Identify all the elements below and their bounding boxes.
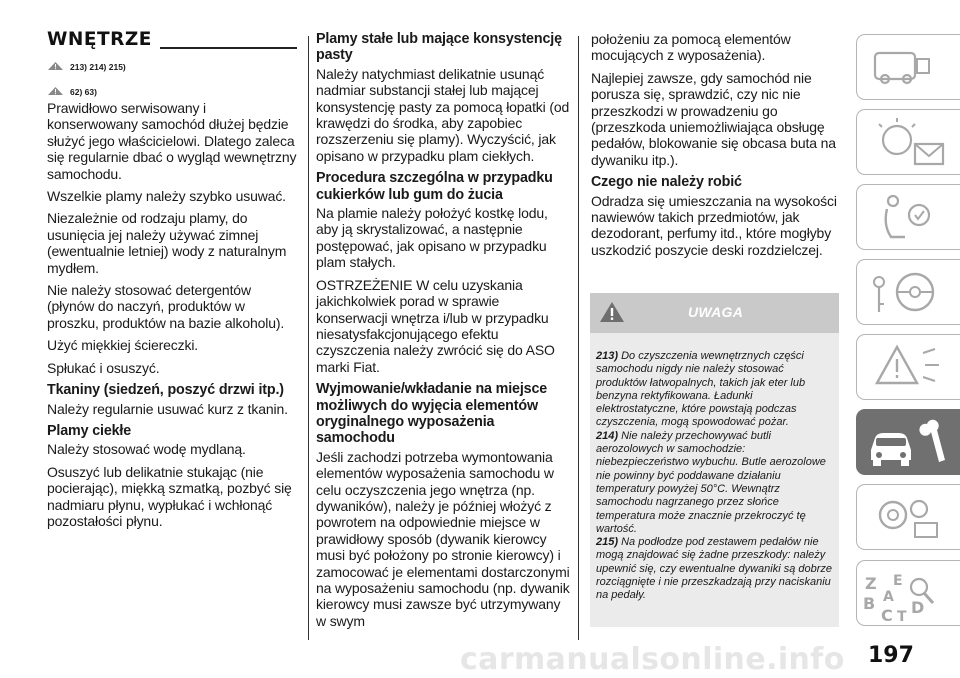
svg-text:T: T [897,609,907,625]
dashboard-lights-icon [857,110,957,174]
chapter-tab[interactable] [856,34,960,100]
page-number: 197 [868,643,914,668]
column-divider [578,36,579,640]
warning-triangle-icon [47,61,64,73]
paragraph: Należy natychmiast delikatnie usunąć nadmiar substancji stałej lub mającej konsystencję pasty za pomocą łopatki (od krawędzi do środka, aby zapobiec rozszerzeniu się plamy). Wyczyścić, jak opisano w przypadku plam ciekłych. [316,65,570,164]
svg-text:Z: Z [865,574,877,593]
chapter-tab[interactable] [856,560,960,626]
warning-item-text: Na podłodze pod zestawem pedałów nie mogą znajdować się żadne przeszkody: należy upewnić się, czy ewentualne dywaniki są dobrze rozciągnięte i nie przeszkadzają przy naciskaniu na pedały. [596,536,833,602]
watermark: carmanualsonline.info [460,642,845,677]
warning-item-number: 215) [596,536,619,549]
column-divider [308,36,309,640]
section-title: WNĘTRZE [47,29,152,50]
svg-text:D: D [911,598,925,617]
chapter-tab[interactable] [856,484,960,550]
column-1 [47,100,297,535]
svg-text:E: E [893,573,903,589]
warning-triangle-icon [599,300,625,329]
warning-item [596,536,833,602]
warning-box-header [590,293,839,333]
warning-item-text: Nie należy przechowywać butli aerozolowych w samochodzie: niebezpieczeństwo wybuchu. Butle aerozolowe nie powinny być poddawane działaniu temperatury powyżej 50°C. Wewnątrz samochodu nagrzanego przez słońce temperatura może znacznie przekroczyć tę wartość. [596,429,826,535]
warning-box-body [590,333,839,627]
svg-text:C: C [881,606,893,625]
notice-triangle-icon [47,86,64,98]
warning-ref-row [47,61,126,73]
paragraph: Należy regularnie usuwać kurz z tkanin. [47,400,288,417]
alphabet-index-icon [857,561,957,625]
technical-data-icon [857,485,957,549]
chapter-tab[interactable] [856,184,960,250]
warning-label: UWAGA [688,304,744,320]
warning-item-number: 213) [596,350,619,362]
subheading: Plamy ciekłe [47,422,132,439]
svg-text:B: B [863,594,876,613]
warning-emergency-icon [857,335,957,399]
paragraph: Użyć miękkiej ściereczki. [47,337,199,354]
title-rule [160,47,297,49]
chapter-tab[interactable] [856,334,960,400]
paragraph: położeniu za pomocą elementów mocujących z wyposażenia). [591,31,791,64]
steering-wheel-key-icon [857,260,957,324]
warning-item [596,430,833,536]
paragraph: Prawidłowo serwisowany i konserwowany samochód dłużej będzie służyć jego właścicielowi. Dlatego zaleca się regularnie dbać o wygląd wewnętrzny samochodu. [47,100,297,182]
paragraph: Należy stosować wodę mydlaną. [47,441,246,458]
subheading: Procedura szczególna w przypadku cukierków lub gum do żucia [316,170,553,203]
chapter-tab[interactable] [856,109,960,175]
subheading: Tkaniny (siedzeń, poszyć drzwi itp.) [47,382,284,399]
car-info-icon [857,35,957,99]
paragraph: Najlepiej zawsze, gdy samochód nie porusza się, sprawdzić, czy nic nie przeszkodzi w prowadzeniu go (przeszkoda uniemożliwiająca obsługę pedałów, blokowanie się obcasa buta na dywaniku itp.). [591,69,836,168]
subheading: Czego nie należy robić [591,174,742,191]
paragraph: Na plamie należy położyć kostkę lodu, aby ją skrystalizować, a następnie postępować, jak opisano w przypadku plam stałych. [316,205,548,271]
column-3 [591,31,841,264]
subheading: Wyjmowanie/wkładanie na miejsce możliwych do wyjęcia elementów oryginalnego wyposażenia samochodu [316,381,548,447]
paragraph: OSTRZEŻENIE W celu uzyskania jakichkolwiek porad w sprawie konserwacji wnętrza i/lub w przypadku niesatysfakcjonującego efektu czyszczenia należy zwrócić się do ASO marki Fiat. [316,276,555,375]
paragraph: Osuszyć lub delikatnie stukając (nie pocierając), miękką szmatką, pozbyć się nadmiaru płynu, wypłukać i wchłonąć pozostałości płynu. [47,463,292,529]
column-2 [316,31,572,635]
paragraph: Odradza się umieszczania na wysokości nawiewów takich przedmiotów, jak dezodorant, perfumy itd., które mogłyby uszkodzić poszycie deski rozdzielczej. [591,192,837,258]
subheading: Plamy stałe lub mające konsystencję pasty [316,31,562,64]
warning-item [596,350,833,430]
paragraph: Spłukać i osuszyć. [47,359,160,376]
paragraph: Niezależnie od rodzaju plamy, do usunięcia jej należy używać zimnej (ewentualnie letniej) wody z naturalnym mydłem. [47,210,287,276]
warning-item-number: 214) [596,429,619,442]
paragraph: Jeśli zachodzi potrzeba wymontowania elementów wyposażenia samochodu w celu oczyszczenia jego wnętrza (np. dywaników), należy je później włożyć z powrotem na odpowiednie miejsce w prawidłowy sposób (dywanik kierowcy musi być położony po stronie kierowcy) i zamocować je elementami dostarczonymi na wyposażeniu samochodu (np. dywanik kierowcy musi zawsze być utrzymywany w swym [316,448,570,629]
warning-item-text: Do czyszczenia wewnętrznych części samochodu nigdy nie należy stosować produktów łatwopalnych, takich jak eter lub benzyna rektyfikowana. Ładunki elektrostatyczne, które powstają podczas czyszczenia, mogą spowodować pożar. [596,350,806,429]
warning-refs: 213) 214) 215) [70,62,126,72]
notice-ref-row [47,86,97,98]
chapter-tab[interactable] [856,409,960,475]
svg-text:A: A [883,589,894,605]
notice-refs: 62) 63) [70,87,97,97]
car-maintenance-icon [857,410,957,474]
paragraph: Wszelkie plamy należy szybko usuwać. [47,188,286,205]
airbag-safety-icon [857,185,957,249]
chapter-tab[interactable] [856,259,960,325]
paragraph: Nie należy stosować detergentów (płynów do naczyń, produktów w proszku, produktów na bazie alkoholu). [47,282,285,331]
